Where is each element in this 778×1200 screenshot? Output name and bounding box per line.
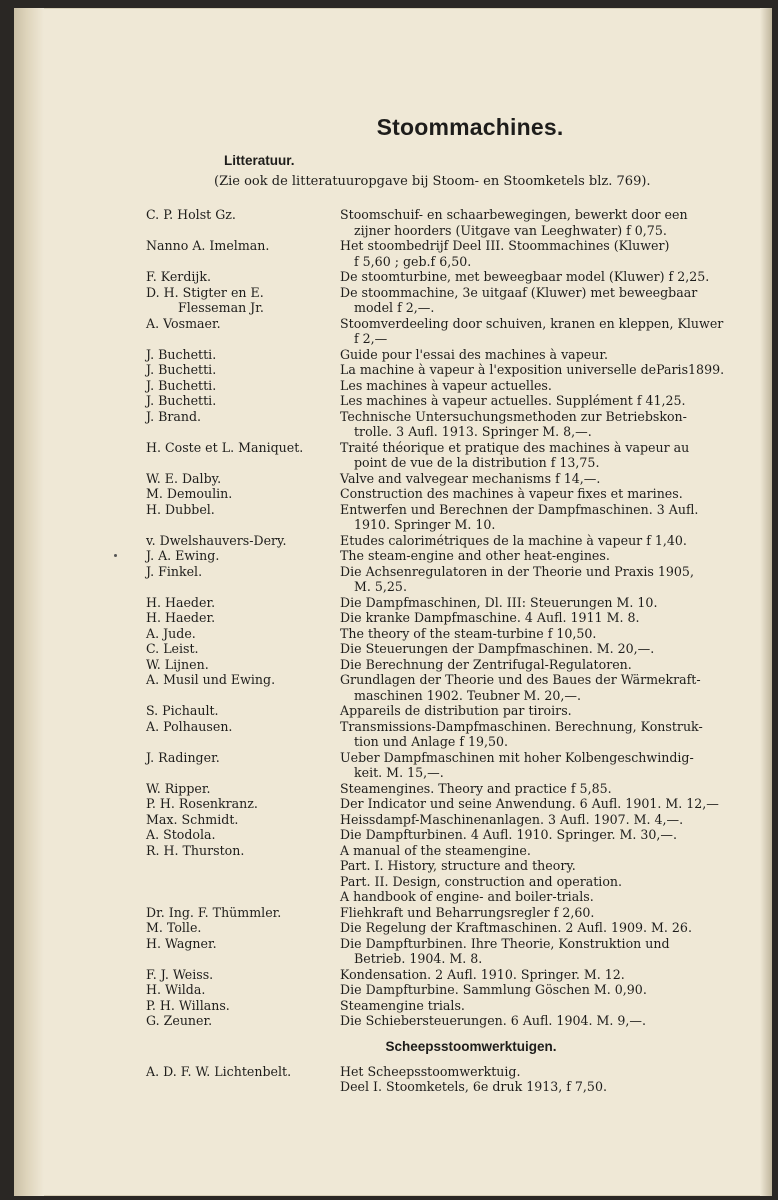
entry-line: A manual of the steamengine. — [340, 842, 531, 858]
entry-author — [146, 889, 336, 905]
entry-work — [336, 936, 756, 967]
bibliography-entry — [146, 657, 756, 673]
entry-author: C. Leist. — [146, 641, 199, 656]
entry-work — [336, 982, 756, 998]
entry-line: Die Dampfturbine. Sammlung Göschen M. 0,90. — [340, 982, 647, 997]
entry-line: The theory of the steam-turbine f 10,50. — [340, 625, 597, 641]
entry-line: Die Regelung der Kraftmaschinen. 2 Aufl. 1909. M. 26. — [340, 920, 692, 935]
entry-work — [336, 347, 756, 363]
entry-line: Der Indicator und seine Anwendung. 6 Aufl. 1901. M. 12,— — [340, 796, 719, 811]
entry-author: H. Dubbel. — [146, 501, 215, 517]
entry-line: Het Scheepsstoomwerktuig. — [340, 1063, 521, 1079]
entry-line: Die kranke Dampfmaschine. 4 Aufl. 1911 M. 8. — [340, 610, 640, 625]
bibliography-entry — [146, 1064, 756, 1080]
entry-line: M. 5,25. — [354, 579, 407, 594]
entry-work — [336, 641, 756, 657]
entry-work — [336, 362, 756, 378]
bibliography-entry — [146, 471, 756, 487]
entry-author: A. Vosmaer. — [146, 315, 221, 331]
entry-line: Les machines à vapeur actuelles. Supplément f 41,25. — [340, 393, 686, 408]
entry-line: Die Dampfmaschinen, Dl. III: Steuerungen M. 10. — [340, 594, 658, 610]
entry-work — [336, 564, 756, 595]
entry-line: The steam-engine and other heat-engines. — [340, 548, 610, 563]
entry-work — [336, 812, 756, 828]
entry-author: J. Radinger. — [146, 749, 220, 765]
entry-work — [336, 238, 756, 269]
entry-author: J. Buchetti. — [146, 362, 217, 377]
entry-line: Heissdampf-Maschinenanlagen. 3 Aufl. 1907. M. 4,—. — [340, 811, 684, 827]
entry-line: De stoommachine, 3e uitgaaf (Kluwer) met beweegbaar — [340, 284, 698, 300]
entry-line: Transmissions-Dampfmaschinen. Berechnung, Konstruk- — [340, 718, 703, 734]
bibliography-entry — [146, 920, 756, 936]
bibliography-entry — [146, 269, 756, 285]
bibliography-entry — [146, 1013, 756, 1029]
entry-author: A. Polhausen. — [146, 718, 233, 734]
entry-author: A. Jude. — [146, 625, 196, 641]
bibliography-entry — [146, 347, 756, 363]
entry-author — [146, 1079, 336, 1095]
entry-author: C. P. Holst Gz. — [146, 207, 236, 222]
bibliography-entry — [146, 750, 756, 781]
book-page — [14, 8, 772, 1196]
entry-work — [336, 393, 756, 409]
entry-line: Stoomverdeeling door schuiven, kranen en kleppen, Kluwer — [340, 315, 724, 331]
entry-work — [336, 486, 756, 502]
entry-line: Part. II. Design, construction and operation. — [340, 873, 623, 889]
entry-line: Deel I. Stoomketels, 6e druk 1913, f 7,50. — [340, 1079, 607, 1094]
entry-line: f 2,— — [354, 331, 388, 346]
entry-author: J. Buchetti. — [146, 377, 217, 393]
bibliography-entry — [146, 440, 756, 471]
entry-author: H. Haeder. — [146, 594, 216, 610]
bibliography-entry — [146, 238, 756, 269]
bibliography-entry — [146, 393, 756, 409]
entry-work — [336, 967, 756, 983]
entry-work — [336, 889, 756, 905]
entry-line: Valve and valvegear mechanisms f 14,—. — [340, 470, 601, 486]
bibliography-entry — [146, 626, 756, 642]
entry-line: Stoomschuif- en schaarbewegingen, bewerkt door een — [340, 207, 688, 222]
entry-author: W. E. Dalby. — [146, 470, 222, 486]
entry-line: Betrieb. 1904. M. 8. — [354, 951, 483, 966]
entry-author: P. H. Rosenkranz. — [146, 796, 258, 811]
entry-work — [336, 703, 756, 719]
reference-note: (Zie ook de litteratuuropgave bij Stoom- en Stoomketels blz. 769). — [214, 174, 651, 189]
entry-line: keit. M. 15,—. — [354, 765, 444, 780]
entry-author: P. H. Willans. — [146, 997, 230, 1013]
bibliography-entry — [146, 889, 756, 905]
bibliography-entry — [146, 595, 756, 611]
entry-work — [336, 719, 756, 750]
section-heading: Litteratuur. — [224, 153, 295, 168]
entry-line: Les machines à vapeur actuelles. — [340, 377, 552, 393]
entry-line: Guide pour l'essai des machines à vapeur. — [340, 346, 608, 362]
entry-work — [336, 269, 756, 285]
entry-line: A handbook of engine- and boiler-trials. — [340, 889, 594, 904]
entry-author: D. H. Stigter en E. Flesseman Jr. — [146, 284, 264, 315]
entry-work — [336, 440, 756, 471]
entry-author: F. J. Weiss. — [146, 966, 214, 982]
entry-author: J. Brand. — [146, 408, 202, 424]
entry-author: M. Tolle. — [146, 920, 202, 935]
entry-line: Etudes calorimétriques de la machine à vapeur f 1,40. — [340, 532, 687, 548]
entry-line: Construction des machines à vapeur fixes et marines. — [340, 486, 683, 501]
bibliography-entry — [146, 672, 756, 703]
entry-line: Grundlagen der Theorie und des Baues der Wärmekraft- — [340, 672, 701, 687]
bibliography-list — [146, 207, 756, 1029]
entry-line: Die Dampfturbinen. 4 Aufl. 1910. Springer. M. 30,—. — [340, 827, 678, 842]
entry-author: A. D. F. W. Lichtenbelt. — [146, 1063, 292, 1079]
entry-line: point de vue de la distribution f 13,75. — [354, 455, 600, 470]
entry-work — [336, 502, 756, 533]
entry-work — [336, 471, 756, 487]
entry-author: G. Zeuner. — [146, 1013, 213, 1028]
entry-author: J. A. Ewing. — [146, 548, 220, 563]
bibliography-entry — [146, 796, 756, 812]
entry-line: Kondensation. 2 Aufl. 1910. Springer. M. 12. — [340, 966, 625, 982]
page-title: Stoommachines. — [376, 114, 564, 140]
entry-work — [336, 843, 756, 859]
entry-work — [336, 858, 756, 874]
entry-author: H. Haeder. — [146, 610, 216, 625]
bibliography-entry — [146, 502, 756, 533]
entry-line: Die Achsenregulatoren in der Theorie und Praxis 1905, — [340, 563, 694, 579]
entry-line: Appareils de distribution par tiroirs. — [340, 703, 572, 718]
entry-line: Die Dampfturbinen. Ihre Theorie, Konstruktion und — [340, 935, 670, 951]
entry-author: F. Kerdijk. — [146, 269, 211, 284]
entry-line: tion und Anlage f 19,50. — [354, 734, 509, 749]
entry-line: Fliehkraft und Beharrungsregler f 2,60. — [340, 904, 595, 920]
entry-author: Nanno A. Imelman. — [146, 238, 270, 253]
entry-work — [336, 781, 756, 797]
entry-line: Steamengines. Theory and practice f 5,85. — [340, 780, 612, 796]
bibliography-entry — [146, 998, 756, 1014]
entry-line: Entwerfen und Berechnen der Dampfmaschinen. 3 Aufl. — [340, 501, 699, 517]
bibliography-entry — [146, 812, 756, 828]
entry-line: Steamengine trials. — [340, 997, 465, 1013]
bibliography-entry — [146, 874, 756, 890]
bibliography-entry — [146, 548, 756, 564]
bibliography-entry — [146, 610, 756, 626]
entry-line: f 5,60 ; geb.f 6,50. — [354, 253, 472, 269]
entry-work — [336, 409, 756, 440]
bibliography-entry — [146, 982, 756, 998]
bibliography-entry — [146, 936, 756, 967]
entry-author: S. Pichault. — [146, 703, 219, 718]
entry-author: R. H. Thurston. — [146, 842, 245, 858]
entry-line: Ueber Dampfmaschinen mit hoher Kolbengeschwindig- — [340, 749, 694, 765]
entry-line: zijner hoorders (Uitgave van Leeghwater) f 0,75. — [354, 222, 667, 238]
entry-work — [336, 533, 756, 549]
entry-work — [336, 998, 756, 1014]
entry-work — [336, 285, 756, 316]
bibliography-entry — [146, 905, 756, 921]
entry-work — [336, 610, 756, 626]
entry-author: H. Wilda. — [146, 982, 206, 997]
bibliography-entry — [146, 719, 756, 750]
entry-line: Die Berechnung der Zentrifugal-Regulatoren. — [340, 656, 632, 672]
entry-work — [336, 672, 756, 703]
entry-author — [146, 874, 336, 890]
entry-work — [336, 657, 756, 673]
bibliography-entry — [146, 207, 756, 238]
bibliography-entry — [146, 858, 756, 874]
entry-work — [336, 1079, 756, 1095]
bibliography-entry — [146, 967, 756, 983]
entry-work — [336, 874, 756, 890]
entry-work — [336, 316, 756, 347]
entry-author: v. Dwelshauvers-Dery. — [146, 532, 287, 548]
entry-author: Max. Schmidt. — [146, 811, 239, 827]
entry-line: Part. I. History, structure and theory. — [340, 858, 576, 873]
entry-author: J. Buchetti. — [146, 346, 217, 362]
entry-work — [336, 827, 756, 843]
bibliography-entry — [146, 362, 756, 378]
entry-line: La machine à vapeur à l'exposition universelle deParis1899. — [340, 362, 725, 377]
entry-author: W. Lijnen. — [146, 656, 209, 672]
bibliography-entry — [146, 641, 756, 657]
bibliography-entry — [146, 564, 756, 595]
entry-line: De stoomturbine, met beweegbaar model (Kluwer) f 2,25. — [340, 269, 710, 284]
entry-author: M. Demoulin. — [146, 486, 233, 501]
entry-author: A. Stodola. — [146, 827, 216, 842]
entry-work — [336, 750, 756, 781]
bibliography-entry — [146, 486, 756, 502]
entry-work — [336, 626, 756, 642]
entry-line: Traité théorique et pratique des machines à vapeur au — [340, 439, 690, 455]
entry-line: Die Steuerungen der Dampfmaschinen. M. 20,—. — [340, 641, 655, 656]
subsection-heading: Scheepsstoomwerktuigen. — [385, 1038, 557, 1054]
entry-work — [336, 920, 756, 936]
entry-author — [146, 858, 336, 874]
entry-work — [336, 796, 756, 812]
entry-work — [336, 378, 756, 394]
entry-work — [336, 905, 756, 921]
bibliography-entry — [146, 703, 756, 719]
entry-line: Het stoombedrijf Deel III. Stoommachines (Kluwer) — [340, 238, 670, 253]
entry-work — [336, 1064, 756, 1080]
bibliography-entry — [146, 409, 756, 440]
entry-author: A. Musil und Ewing. — [146, 672, 276, 687]
entry-line: 1910. Springer M. 10. — [354, 517, 496, 532]
page-content — [146, 114, 756, 1095]
entry-author: H. Wagner. — [146, 935, 217, 951]
entry-author: Dr. Ing. F. Thümmler. — [146, 904, 282, 920]
page-edge — [760, 8, 772, 1196]
entry-line: Die Schiebersteuerungen. 6 Aufl. 1904. M. 9,—. — [340, 1013, 647, 1028]
bibliography-entry — [146, 843, 756, 859]
bibliography-entry — [146, 781, 756, 797]
bibliography-entry — [146, 285, 756, 316]
entry-line: Technische Untersuchungsmethoden zur Betriebskon- — [340, 408, 687, 424]
entry-author: H. Coste et L. Maniquet. — [146, 439, 304, 455]
bibliography-entry — [146, 1079, 756, 1095]
entry-line: model f 2,—. — [354, 300, 435, 315]
entry-work — [336, 595, 756, 611]
bibliography-entry — [146, 827, 756, 843]
page-gutter — [14, 8, 44, 1196]
print-speck — [114, 554, 117, 557]
entry-line: maschinen 1902. Teubner M. 20,—. — [354, 687, 582, 703]
bibliography-entry — [146, 533, 756, 549]
bibliography-entry — [146, 316, 756, 347]
entry-work — [336, 207, 756, 238]
entry-work — [336, 548, 756, 564]
bibliography-entry — [146, 378, 756, 394]
entry-line: trolle. 3 Aufl. 1913. Springer M. 8,—. — [354, 424, 592, 439]
entry-work — [336, 1013, 756, 1029]
bibliography-list-ship-engines — [146, 1064, 756, 1095]
entry-author: W. Ripper. — [146, 780, 211, 796]
entry-author: J. Finkel. — [146, 563, 203, 579]
entry-author: J. Buchetti. — [146, 393, 217, 408]
